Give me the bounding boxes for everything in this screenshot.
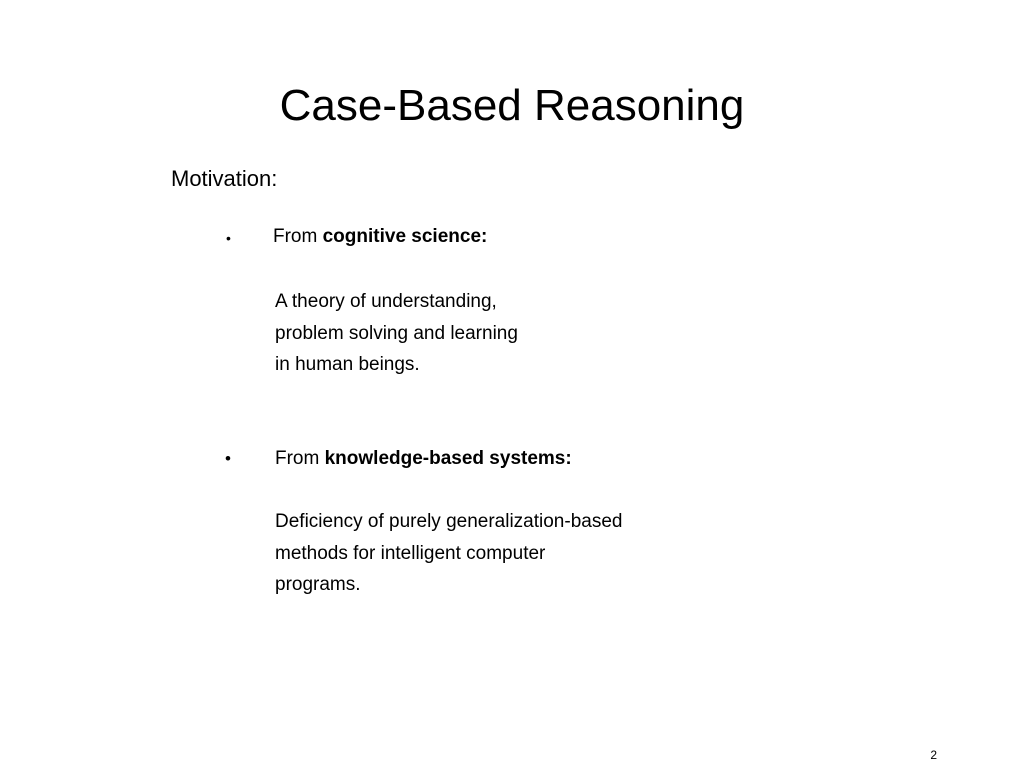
knowledge-based-systems-description (275, 506, 622, 601)
description-line: Deficiency of purely generalization-based (275, 511, 623, 532)
description-line: methods for intelligent computer (275, 542, 546, 564)
description-line: problem solving and learning (275, 322, 518, 344)
motivation-heading: Motivation: (171, 166, 278, 191)
bullet-prefix: From (273, 226, 323, 247)
description-line: programs. (275, 574, 361, 595)
bullet-marker: • (225, 449, 231, 468)
page-number: 2 (930, 748, 937, 762)
cognitive-science-description (275, 286, 518, 381)
bullet-marker: • (226, 230, 231, 246)
slide-title: Case-Based Reasoning (279, 81, 745, 130)
bullet-knowledge-based-systems (275, 446, 572, 472)
bullet-emphasis: knowledge-based systems: (324, 448, 572, 469)
description-line: in human beings. (275, 354, 420, 375)
bullet-cognitive-science (273, 224, 487, 250)
bullet-prefix: From (275, 448, 325, 469)
description-line: A theory of understanding, (275, 291, 497, 312)
bullet-emphasis: cognitive science: (322, 226, 488, 247)
